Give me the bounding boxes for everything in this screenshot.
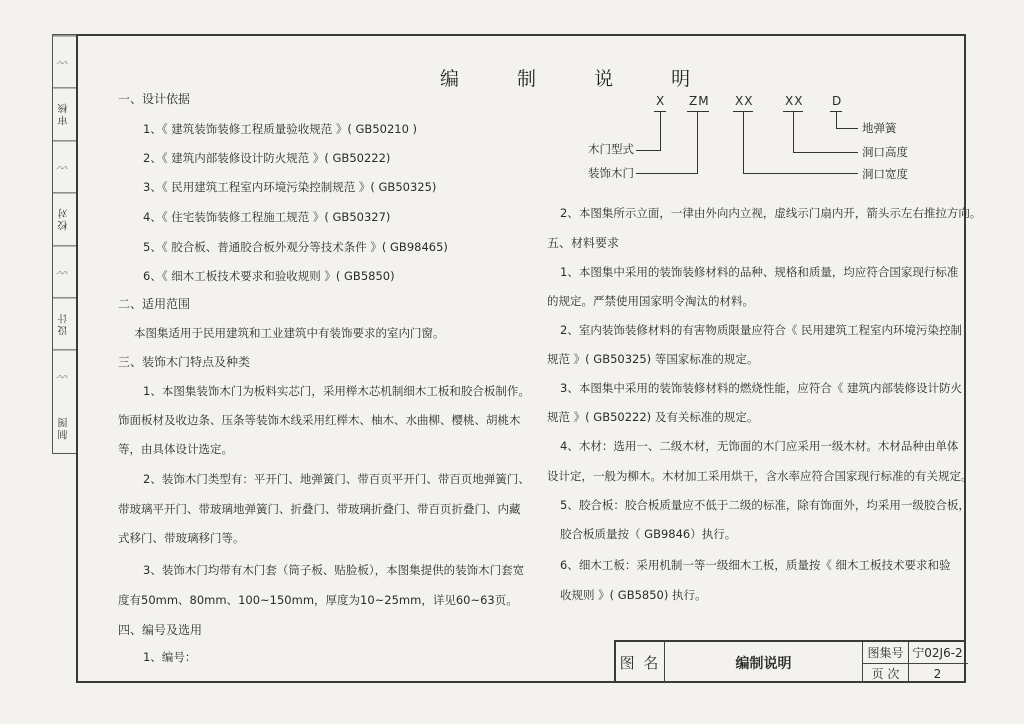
atlas-number-label: 图集号: [867, 646, 904, 660]
text-line: 带玻璃平开门、带玻璃地弹簧门、折叠门、带玻璃折叠门、带百页折叠门、内藏: [118, 502, 521, 516]
text-line: 设计定，一般为柳木。木材加工采用烘干，含水率应符合国家现行标准的有关规定。: [547, 469, 973, 483]
code-label: 木门型式: [588, 142, 634, 156]
leader-line: [697, 112, 698, 173]
text-line: 2、本图集所示立面，一律由外向内立视，虚线示门扇内开，箭头示左右推拉方向。: [560, 206, 982, 220]
page-title: 编 制 说 明: [440, 68, 717, 90]
text-line: 1、编号：: [143, 650, 197, 664]
leader-line: [743, 112, 744, 173]
text-line: 规范 》( GB50222) 及有关标准的规定。: [547, 410, 759, 424]
signature-mark: 〰: [53, 349, 76, 401]
drawing-name-value: 编制说明: [735, 655, 792, 672]
leader-line: [793, 152, 858, 153]
text-line: 3、装饰木门均带有木门套（筒子板、贴脸板），本图集提供的装饰木门套宽: [143, 563, 525, 577]
code-label: 洞口高度: [862, 145, 908, 159]
text-line: 收规则 》( GB5850) 执行。: [560, 588, 707, 602]
section-heading: 三、装饰木门特点及种类: [118, 355, 251, 369]
side-label-review: 审核: [53, 87, 76, 139]
leader-line: [660, 112, 661, 150]
section-heading: 四、编号及选用: [118, 623, 203, 637]
text-line: 1、《 建筑装饰装修工程质量验收规范 》( GB50210 ): [143, 122, 418, 136]
text-line: 规范 》( GB50325) 等国家标准的规定。: [547, 352, 759, 366]
code-char: XX: [735, 94, 754, 108]
text-line: 饰面板材及收边条、压条等装饰木线采用红榉木、柚木、水曲柳、樱桃、胡桃木: [118, 413, 521, 427]
text-line: 本图集适用于民用建筑和工业建筑中有装饰要求的室内门窗。: [134, 326, 445, 340]
leader-line: [743, 173, 858, 174]
leader-line: [793, 112, 794, 152]
leader-line: [836, 128, 858, 129]
side-label-check: 校对: [53, 192, 76, 244]
drawing-name-label: 图 名: [619, 654, 661, 672]
text-line: 5、胶合板：胶合板质量应不低于二级的标准，除有饰面外，均采用一级胶合板，: [560, 498, 970, 512]
code-label: 装饰木门: [588, 166, 634, 180]
text-line: 度有50mm、80mm、100~150mm，厚度为10~25mm，详见60~63页。: [118, 593, 518, 607]
text-line: 胶合板质量按（ GB9846）执行。: [560, 527, 737, 541]
text-line: 1、本图集中采用的装饰装修材料的品种、规格和质量，均应符合国家现行标准: [560, 265, 959, 279]
text-line: 6、细木工板：采用机制一等一级细木工板，质量按《 细木工板技术要求和验: [560, 558, 951, 572]
leader-line: [636, 150, 661, 151]
text-line: 2、室内装饰装修材料的有害物质限量应符合《 民用建筑工程室内环境污染控制: [560, 323, 962, 337]
numbering-diagram: [580, 94, 920, 184]
section-heading: 五、材料要求: [547, 236, 620, 250]
section-heading: 一、设计依据: [118, 92, 191, 106]
signature-column: [52, 34, 76, 454]
atlas-number-value: 宁02J6-2: [912, 646, 963, 660]
signature-mark: 〰: [53, 245, 76, 297]
title-block: [614, 640, 966, 683]
code-underline: [687, 111, 709, 112]
code-char: XX: [785, 94, 804, 108]
text-line: 4、《 住宅装饰装修工程施工规范 》( GB50327): [143, 210, 391, 224]
text-line: 3、本图集中采用的装饰装修材料的燃烧性能，应符合《 建筑内部装修设计防火: [560, 381, 962, 395]
side-label-design: 设计: [53, 297, 76, 349]
text-line: 5、《 胶合板、普通胶合板外观分等技术条件 》( GB98465): [143, 240, 448, 254]
page-number: 2: [933, 666, 942, 681]
section-heading: 二、适用范围: [118, 297, 191, 311]
signature-mark: 〰: [53, 35, 76, 87]
signature-mark: 〰: [53, 140, 76, 192]
side-label-drawing: 制图: [59, 415, 70, 440]
code-char: D: [832, 94, 843, 108]
code-char: X: [656, 94, 666, 108]
text-line: 等，由具体设计选定。: [118, 442, 233, 456]
text-line: 4、木材：选用一、二级木材，无饰面的木门应采用一级木材。木材品种由单体: [560, 439, 959, 453]
code-char: ZM: [689, 94, 710, 108]
text-line: 2、装饰木门类型有：平开门、地弹簧门、带百页平开门、带百页地弹簧门、: [143, 472, 530, 486]
text-line: 6、《 细木工板技术要求和验收规则 》( GB5850): [143, 269, 395, 283]
text-line: 1、本图集装饰木门为板料实芯门，采用榉木芯机制细木工板和胶合板制作。: [143, 384, 530, 398]
text-line: 2、《 建筑内部装修设计防火规范 》( GB50222): [143, 151, 391, 165]
code-label: 地弹簧: [862, 121, 897, 135]
leader-line: [636, 173, 698, 174]
page-label: 页 次: [871, 667, 900, 681]
code-label: 洞口宽度: [862, 167, 908, 181]
text-line: 的规定。严禁使用国家明令淘汰的材料。: [547, 294, 754, 308]
text-line: 式移门、带玻璃移门等。: [118, 531, 245, 545]
leader-line: [836, 112, 837, 128]
text-line: 3、《 民用建筑工程室内环境污染控制规范 》( GB50325): [143, 180, 437, 194]
